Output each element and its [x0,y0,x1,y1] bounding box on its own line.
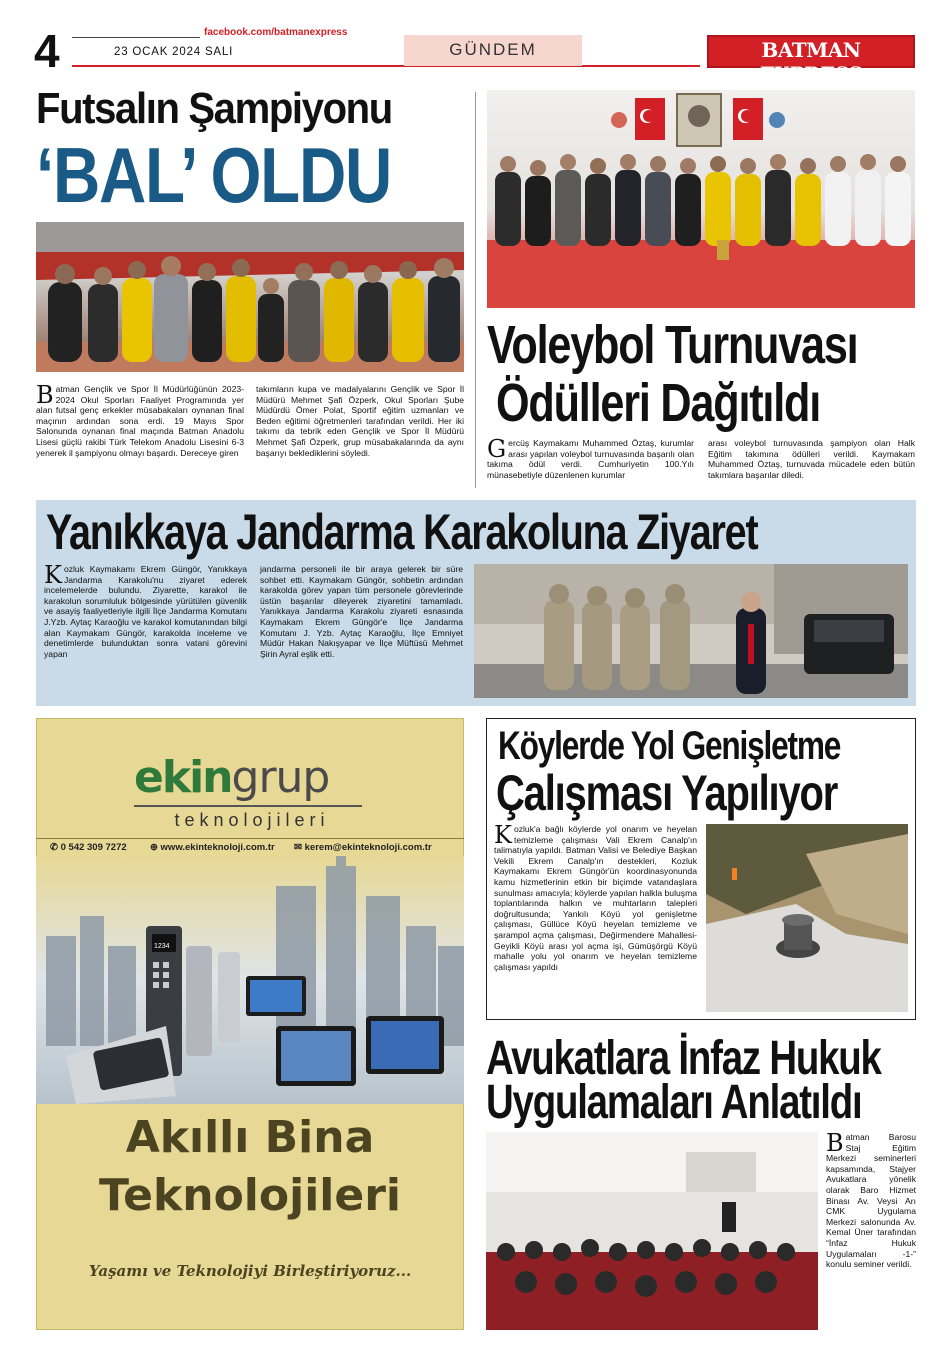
date: 23 OCAK 2024 SALI [114,46,234,58]
ad-contact-row [50,842,454,853]
ad-brand-main: ekin [134,752,232,803]
ad-brand-tag: teknolojileri [174,810,330,830]
voleybol-title-line2: Ödülleri Dağıtıldı [496,373,821,433]
futsal-body-col1: Batman Gençlik ve Spor İl Müdürlüğünün 2023-2024 Okul Sporları Faaliyet Programında yer alan futsal genç erkekler müsabakaları oynanan final maçının ardından sona erdi. 19 Mayıs Spor Salonunda oynanan final maçında Batman Anadolu Lisesi güçlü rakibi Türk Telekom Anadolu Lisesini 6-3 yenerek il şampiyonu olmayı başardı. Dereceye giren [36,381,244,458]
ad-brand-logo [134,752,329,803]
jandarma-visit-photo [474,564,908,698]
ad-contact-line [36,838,464,839]
column-divider [475,92,476,488]
futsal-dropcap: B [36,381,54,409]
jandarma-title: Yanıkkaya Jandarma Karakoluna Ziyaret [46,504,758,560]
header-rule-top [72,37,200,38]
ad-brand-underline [134,805,362,807]
ad-keypad-display: 1234 [154,943,170,950]
avukat-title-line2: Uygulamaları Anlatıldı [486,1076,862,1129]
jandarma-body-col1: Kozluk Kaymakamı Ekrem Güngör, Yanıkkaya Jandarma Karakolu'nu ziyaret ederek incelemelerde bulundu. Ziyarette, karakol ile karakolun sorumluluk bölgesinde yürütülen güvenlik ve asayiş faaliyetleriyle ilgili İlçe Jandarma Komutanı J.Yzb. Aytaç Karaoğlu ve karakol komutanından bilgi alan Kaymakam Güngör, karakolda inceleme ve denetimlerde bulunduktan sonra vatani görevini yapan [44,561,247,659]
globe-icon: ⊕ [149,842,161,853]
futsal-title-line1: Futsalın Şampiyonu [36,84,392,133]
ad-slogan: Yaşamı ve Teknolojiyi Birleştiriyoruz... [88,1262,412,1280]
koyler-title-line1: Köylerde Yol Genişletme [498,724,841,768]
avukat-title-line1: Avukatlara İnfaz Hukuk [486,1032,881,1085]
ad-phone[interactable]: 0 542 309 7272 [60,842,127,853]
header-rule [72,65,700,67]
ad-headline-line1: Akıllı Bina [125,1112,375,1163]
voleybol-body-col1: Gercüş Kaymakamı Muhammed Öztaş, kurumlar arası yapılan voleybol turnuvasında başarılı olan takıma ödül verdi. Cumhuriyetin 100.Yılı münasebetiyle düzenlenen kurumlar [487,435,694,480]
voleybol-title-line1: Voleybol Turnuvası [487,315,858,375]
voleybol-body-col2: arası voleybol turnuvasında şampiyon olan Halk Eğitim takımına ödülleri verildi. Kaymakam Muhammed Öztaş, turnuvada mücadele eden bütün takımlara başarılar diledi. [708,438,915,480]
mail-icon: ✉ [294,842,305,853]
jandarma-dropcap: K [44,561,62,589]
ad-email[interactable]: kerem@ekinteknoloji.com.tr [304,842,432,853]
page-number: 4 [34,25,60,77]
koyler-road-photo [706,824,908,1012]
voleybol-dropcap: G [487,435,507,463]
facebook-link[interactable]: facebook.com/batmanexpress [204,27,348,38]
voleybol-team-photo [487,90,915,308]
ad-web[interactable]: www.ekinteknoloji.com.tr [160,842,275,853]
futsal-team-photo [36,222,464,372]
masthead-text: BATMAN EXPRESS [759,38,863,86]
koyler-dropcap: K [494,821,512,849]
ad-brand-sub: grup [231,752,330,803]
koyler-title-line2: Çalışması Yapılıyor [496,765,838,821]
ad-headline-line2: Teknolojileri [98,1170,401,1221]
avukat-dropcap: B [826,1129,844,1157]
koyler-body: Kozluk'a bağlı köylerde yol onarım ve heyelan temizleme çalışması Vali Ekrem Canalp'ın talimatıyla yapıldı. Batman Valisi ve Belediye Başkan Vekili Ekrem Canalp'ın destekleri, Kozluk Kaymakamı Ekrem Güngör'ün koordinasyonunda kamu hizmetlerinin etkin bir biçimde vatandaşlara sunulması amacıyla; köylerde yapılan halkla buluşma toplantılarında halkın ve muhtarların talepleri doğrultusunda; Yankılı Köyü yol genişletme çalışması, Güllüce Köyü heyelan temizleme ve şarampol açma çalışması, Değirmendere Mahallesi-Geyikli Köyü arası yol açma işi, Gümüşörgü Köyü mahalle yolu yol onarım ve heyelan temizleme çalışması yapıldı [494,821,698,972]
futsal-title-line2: ‘BAL’ OLDU [36,131,392,219]
phone-icon: ✆ [50,842,61,853]
avukat-seminar-photo [486,1132,818,1330]
avukat-body: Batman Barosu Staj Eğitim Merkezi seminerleri kapsamında, Stajyer Avukatlara yönelik olarak Baro Hizmet Binası Av. Veysi Arı CMK Uygulama Merkezi salonunda Av. Kemal Üner tarafından “İnfaz Hukuk Uygulamaları -1-” konulu seminer verildi. [826,1129,916,1270]
futsal-body-col2: takımların kupa ve madalyalarını Gençlik ve Spor İl Müdürü Mehmet Şafi Özperk, Okul Sporları Şube Müdürdü Ömer Polat, Sportif eğitim uzmanları ve Beden eğitimi öğretmenleri tarafından verildi. Her iki takımı da tebrik eden Gençlik ve Spor İl Müdürü Mehmet Şafi Özperk, grup müsabakalarında da aynı başarıyı beklediklerini söyledi. [256,384,464,458]
ad-product-image [36,856,464,1104]
section-label-text: GÜNDEM [449,40,537,59]
jandarma-body-col2: jandarma personeli ile bir araya gelerek bir süre sohbet etti. Kaymakam Güngör, sohbetin ardından karakolda görev yapan tüm personele görevlerinde üstün başarılar dileyerek ziyaretini tamamladı. Yanıkkaya Jandarma Karakolu ziyareti esnasında Kaymakam Ekrem Güngör'e İlçe Jandarma Komutanı J. Yzb. Aytaç Karaoğlu, İlçe Emniyet Müdür Hakan Nakışyapar ve İlçe Müftüsü Mehmet Şirin Ayral eşlik etti. [260,564,463,659]
